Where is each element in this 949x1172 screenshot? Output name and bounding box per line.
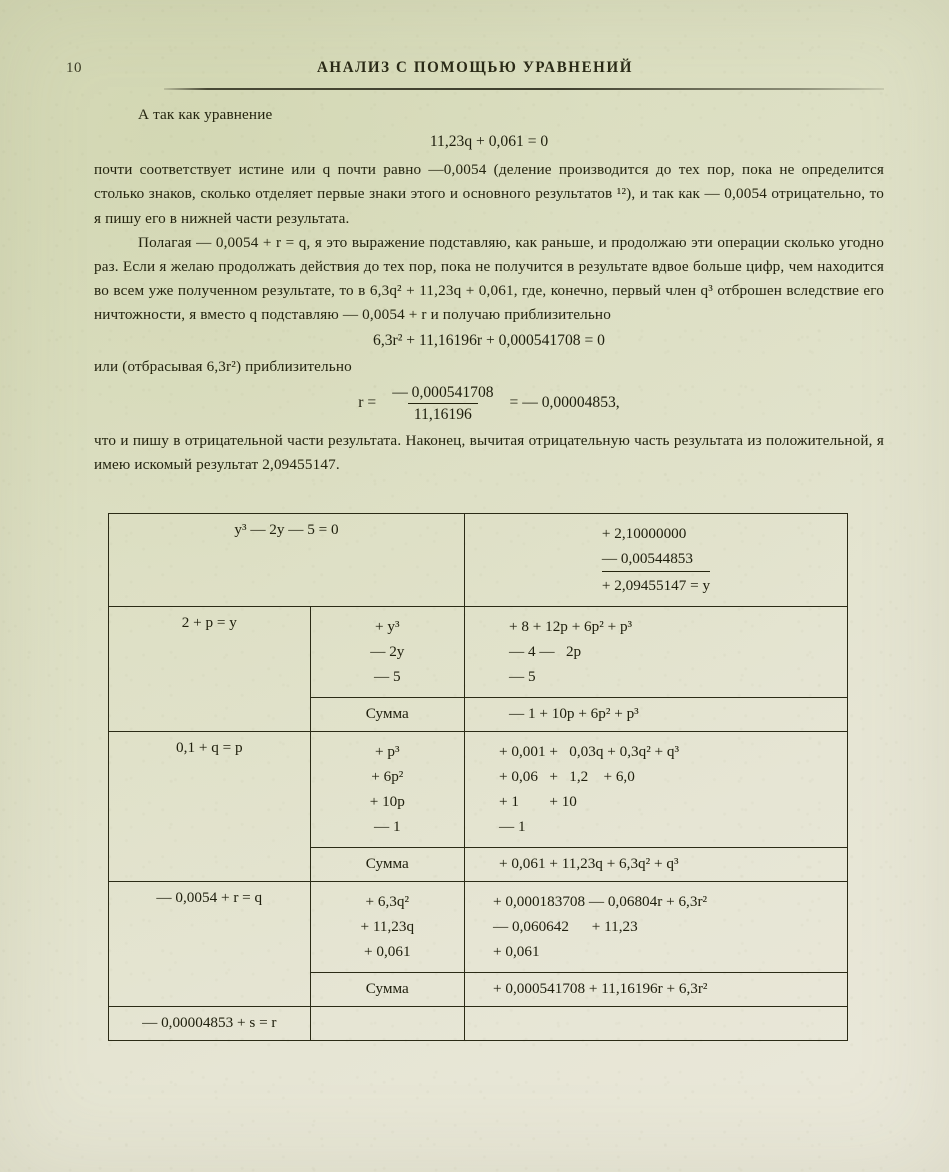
cell-sum-label-3: Сумма [310,973,464,1007]
result-line-1: + 2,10000000 [601,525,687,542]
calculation-table [108,513,848,1041]
expansion-line: + 1 + 10 [499,793,577,810]
cell-sum-value-1: — 1 + 10p + 6p² + p³ [465,698,848,732]
fraction [386,383,499,424]
cell-expansion-1 [465,607,848,698]
fraction-numerator: — 0,000541708 [392,383,494,401]
equation-3-fraction [94,383,884,424]
cell-expansion-2 [465,732,848,848]
header-rule [164,88,884,90]
expansion-line: + 0,061 [493,943,540,960]
table-row [109,882,848,973]
expansion-line: + 0,000183708 — 0,06804r + 6,3r² [493,893,708,910]
paragraph-5: что и пишу в отрицательной части результата. Наконец, вычитая отрицательную часть результата из положительной, я имею искомый результат 2,09455147. [94,431,884,474]
table-row [109,732,848,848]
fraction-denominator: 11,16196 [408,403,478,424]
cell-expansion-final [465,1007,848,1041]
result-line-2: — 0,00544853 [601,550,693,567]
cell-terms-1 [310,607,464,698]
paragraph-3: Полагая — 0,0054 + r = q, я это выражение подставляю, как раньше, и продолжаю эти операции сколько угодно раз. Если я желаю продолжать действия до тех пор, пока не получится в результате вдвое больше цифр, чем находится во всем уже полученном результате, то в 6,3q² + 11,23q + 0,061, где, конечно, первый член q³ отброшен вследствие его ничтожности, я вместо q подставляю — 0,0054 + r и получаю приблизительно [94,233,884,324]
fraction-rhs: = — 0,00004853, [509,394,620,412]
table-row [109,607,848,698]
cell-substitution-3: — 0,0054 + r = q [109,882,311,1007]
running-title: АНАЛИЗ С ПОМОЩЬЮ УРАВНЕНИЙ [317,59,633,77]
calculation-table-wrap [108,513,848,1041]
term-line: + 0,061 [364,943,411,960]
table-row [109,1007,848,1041]
expansion-line: — 4 — 2p [509,643,582,660]
expansion-line: + 0,001 + 0,03q + 0,3q² + q³ [499,743,680,760]
cell-substitution-2: 0,1 + q = p [109,732,311,882]
cell-expansion-3 [465,882,848,973]
cell-root-result [465,514,848,607]
page-number: 10 [66,60,82,76]
term-line: — 5 [374,668,401,685]
expansion-line: — 0,060642 + 11,23 [493,918,638,935]
term-line: + y³ [375,618,400,635]
result-stack [602,521,710,598]
expansion-line: — 5 [509,668,536,685]
cell-substitution-1: 2 + p = y [109,607,311,732]
term-line: + 6,3q² [365,893,410,910]
equation-2: 6,3r² + 11,16196r + 0,000541708 = 0 [373,331,605,349]
term-line: + 6p² [371,768,404,785]
term-line: + p³ [375,743,400,760]
result-total: + 2,09455147 = y [602,571,710,598]
cell-root-equation: y³ — 2y — 5 = 0 [109,514,465,607]
paragraph-4: или (отбрасывая 6,3r²) приблизительно [94,357,352,375]
cell-substitution-final: — 0,00004853 + s = r [109,1007,311,1041]
cell-sum-value-3: + 0,000541708 + 11,16196r + 6,3r² [465,973,848,1007]
expansion-line: + 0,06 + 1,2 + 6,0 [499,768,635,785]
term-line: — 2y [370,643,405,660]
expansion-line: — 1 [499,818,526,835]
term-line: — 1 [374,818,401,835]
cell-sum-label-2: Сумма [310,848,464,882]
term-line: + 11,23q [360,918,415,935]
equation-1: 11,23q + 0,061 = 0 [429,133,549,151]
cell-terms-2 [310,732,464,848]
paragraph-2: почти соответствует истине или q почти равно —0,0054 (деление производится до тех пор, пока не определится столько знаков, сколько отделяет первые знаки этого и основного результатов ¹²), и так как — 0,0054 отрицательно, то я пишу его в нижней части результата. [94,161,884,227]
term-line: + 10p [369,793,405,810]
cell-sum-label-1: Сумма [310,698,464,732]
running-head [66,60,884,90]
paragraph-lead: А так как уравнение [138,106,273,123]
table-row [109,514,848,607]
cell-sum-value-2: + 0,061 + 11,23q + 6,3q² + q³ [465,848,848,882]
cell-terms-final [310,1007,464,1041]
body-text [94,103,884,477]
cell-terms-3 [310,882,464,973]
expansion-line: + 8 + 12p + 6p² + p³ [509,618,633,635]
fraction-lhs: r = [358,394,377,412]
